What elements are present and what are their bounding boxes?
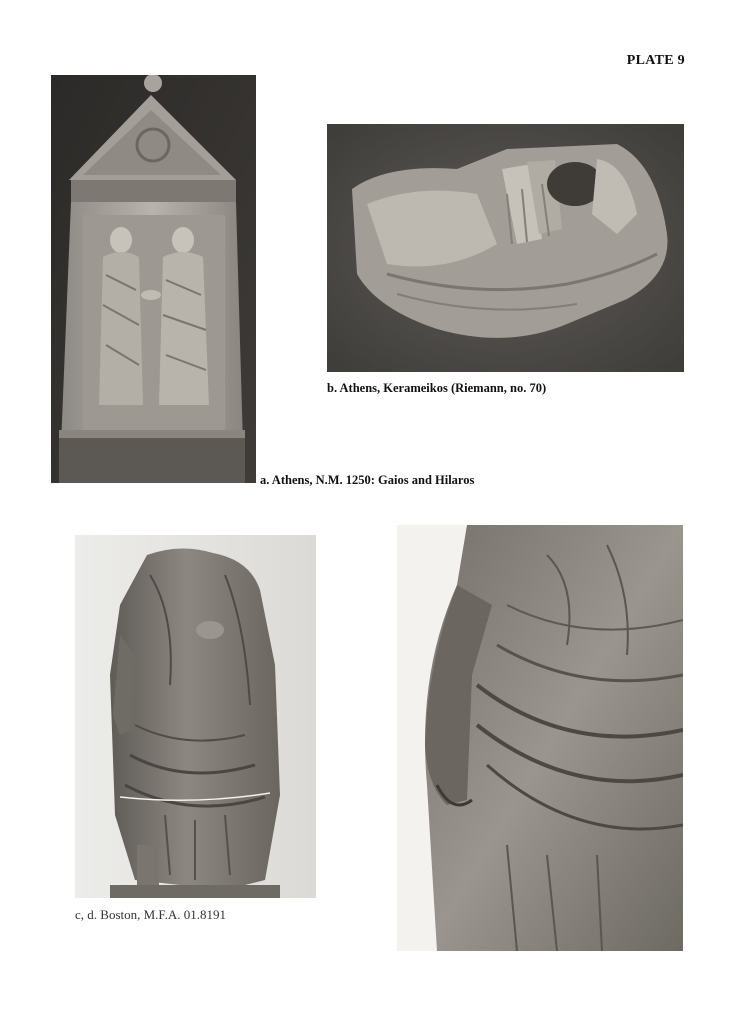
photo-draped-statue	[75, 535, 316, 898]
plate-title: PLATE 9	[626, 53, 685, 68]
caption-figure-a: a. Athens, N.M. 1250: Gaios and Hilaros	[260, 473, 475, 487]
caption-figure-cd: c, d. Boston, M.F.A. 01.8191	[75, 907, 226, 922]
photo-drapery-fragment	[327, 124, 684, 372]
caption-figure-b: b. Athens, Kerameikos (Riemann, no. 70)	[327, 381, 547, 395]
photo-grave-stele	[51, 75, 256, 483]
photo-drapery-detail	[397, 525, 683, 951]
